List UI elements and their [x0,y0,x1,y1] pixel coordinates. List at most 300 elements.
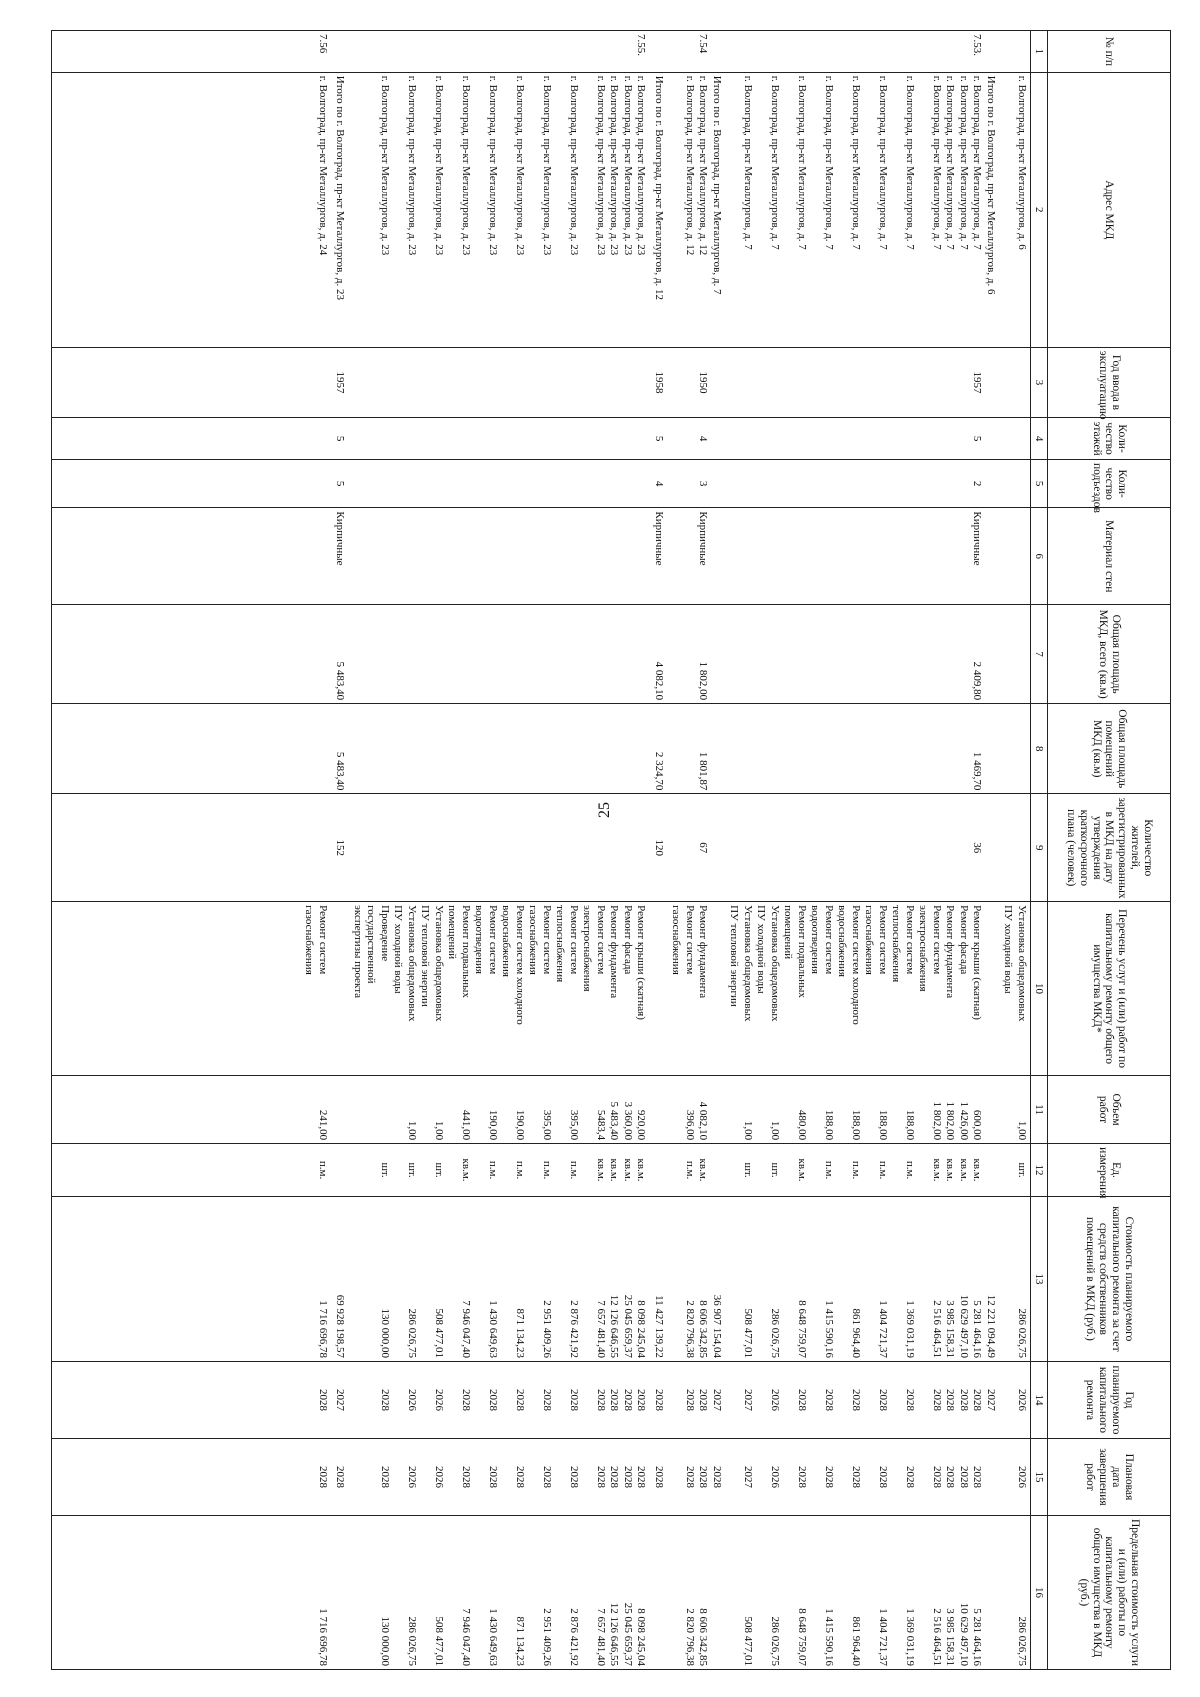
work-description-line: газоснабжения [527,905,540,975]
cell-c14: 2028 [608,1388,621,1411]
empty-cell-line [669,511,683,601]
empty-cell-line [499,1079,513,1140]
work-description-line: Ремонт фундамента [697,905,710,999]
row-spacer [665,1147,669,1193]
cell-c15: 2028 [850,1465,862,1488]
cell-c6: Кирпичные [334,511,347,566]
empty-cell-line [808,707,822,790]
cell-c12: кв.м. [622,1158,634,1182]
row-spacer [329,351,333,414]
empty-cell-line [903,797,917,898]
empty-cell-line [351,1200,365,1358]
empty-cell-line [378,707,392,790]
cell-c14: 2027 [334,1388,347,1411]
empty-cell-line [1001,1519,1015,1666]
cell-c16: 12 126 646,55 [608,1602,621,1666]
work-description-line: водоотведения [473,905,486,974]
cell-c11: 1,00 [1016,1120,1028,1141]
empty-cell-line [1001,351,1015,414]
empty-cell-line [822,608,836,700]
empty-cell-line [391,421,405,456]
empty-cell-line [876,608,890,700]
empty-cell-line [1001,511,1015,601]
row-spacer [329,608,333,700]
work-description-line: помещений [446,905,459,960]
empty-cell-line [822,351,836,414]
empty-cell-line [567,707,581,790]
empty-cell-line [727,1519,741,1666]
work-description-line: Ремонт систем [877,905,889,975]
empty-cell-line [710,421,724,456]
empty-cell-line [876,34,890,69]
cell-c11: 395,00 [568,1109,580,1141]
empty-cell-line [553,1519,567,1666]
empty-cell-line [553,1365,567,1435]
row-spacer [723,1147,727,1193]
row-spacer [723,1519,727,1666]
row-spacer [648,1442,652,1512]
empty-cell-line [1015,421,1029,456]
empty-cell-line [472,1365,486,1435]
cell-c15: 2026 [1016,1465,1028,1488]
cell-c13: 286 026,75 [769,1308,781,1358]
empty-cell-line [889,1147,903,1193]
work-description-line: Ремонт фундамента [608,905,621,999]
empty-cell-line [302,351,316,414]
cell-c12: кв.м. [958,1158,970,1182]
empty-cell-line [1001,707,1015,790]
column-number-3: 3 [1031,347,1048,417]
cell-c11: 4 082,10 [697,1101,710,1141]
empty-cell-line [943,421,957,456]
empty-cell-line [445,511,459,601]
empty-cell-line [553,351,567,414]
row-spacer [648,463,652,504]
empty-cell-line [607,707,621,790]
empty-cell-line [302,1079,316,1140]
empty-cell-line [943,463,957,504]
empty-cell-line [849,463,863,504]
empty-cell-line [418,1442,432,1512]
empty-cell-line [594,608,608,700]
empty-cell-line [1015,463,1029,504]
empty-cell-line [683,608,697,700]
cell-c8: 1 801,87 [697,751,710,791]
empty-cell-line [822,463,836,504]
cell-c16: 508 477,01 [742,1616,754,1666]
column-number-15: 15 [1031,1438,1048,1515]
empty-cell-line [364,351,378,414]
column-number-13: 13 [1031,1196,1048,1361]
work-description-line: Ремонт систем [684,905,696,975]
empty-cell-line [594,463,608,504]
row-spacer [723,608,727,700]
column-header-13: Стоимость планируемого капитального ремонта за счет средств собственников помещений в МКД (руб.) [1048,1196,1171,1361]
work-description-line: Ремонт систем [487,905,499,975]
empty-cell-line [727,76,741,344]
empty-cell-line [669,1442,683,1512]
column-11-cell [52,1075,1031,1143]
empty-cell-line [333,1079,347,1140]
empty-cell-line [351,1442,365,1512]
work-description-line: ПУ холодной воды [1002,905,1015,994]
empty-cell-line [553,608,567,700]
work-description-line: экспертизы проекта [352,905,364,999]
empty-cell-line [1001,463,1015,504]
cell-c15: 2028 [944,1465,957,1488]
work-description-line: Ремонт фасада [958,905,970,975]
empty-cell-line [472,511,486,601]
empty-cell-line [930,34,944,69]
row-spacer [723,34,727,69]
cell-c2: г. Волгоград, пр-кт Металлургов, д. 7 [769,75,781,250]
cell-c12: п.м. [514,1160,526,1180]
empty-cell-line [580,351,594,414]
empty-cell-line [754,511,768,601]
empty-cell-line [634,707,648,790]
empty-cell-line [607,608,621,700]
empty-cell-line [781,1147,795,1193]
empty-cell-line [391,608,405,700]
row-spacer [329,463,333,504]
empty-cell-line [795,511,809,601]
empty-cell-line [634,421,648,456]
empty-cell-line [889,76,903,344]
empty-cell-line [669,1200,683,1358]
cell-c13: 871 134,23 [514,1308,526,1358]
empty-cell-line [445,1147,459,1193]
empty-cell-line [499,351,513,414]
row-spacer [329,1365,333,1435]
row-spacer [347,608,351,700]
empty-cell-line [513,707,527,790]
row-spacer [665,34,669,69]
column-header-8: Общая площадь помещений МКД (кв.м) [1048,704,1171,794]
cell-c13: 2 951 409,26 [541,1300,553,1358]
cell-c2: г. Волгоград, пр-кт Металлургов, д. 23 [541,75,553,256]
row-spacer [347,421,351,456]
row-spacer [648,1365,652,1435]
empty-cell-line [526,351,540,414]
empty-cell-line [316,511,330,601]
cell-c2: г. Волгоград, пр-кт Металлургов, д. 7 [823,75,835,250]
empty-cell-line [364,797,378,898]
column-header-11: Объем работ [1048,1075,1171,1143]
empty-cell-line [781,1442,795,1512]
column-number-16: 16 [1031,1515,1048,1669]
cell-c12: кв.м. [971,1158,984,1182]
empty-cell-line [526,1147,540,1193]
empty-cell-line [378,34,392,69]
empty-cell-line [889,463,903,504]
cell-c2: г. Волгоград, пр-кт Металлургов, д. 7 [904,75,916,250]
empty-cell-line [486,797,500,898]
row-spacer [329,707,333,790]
empty-cell-line [710,1079,724,1140]
empty-cell-line [432,463,446,504]
empty-cell-line [391,76,405,344]
work-description-line: Ремонт фундамента [944,905,957,999]
cell-c13: 2 876 421,92 [568,1300,580,1358]
empty-cell-line [930,797,944,898]
cell-c12: шт. [742,1162,754,1178]
empty-cell-line [302,1365,316,1435]
cell-c14: 2026 [1016,1388,1028,1411]
work-description-line [333,905,347,1072]
empty-cell-line [333,1519,347,1666]
empty-cell-line [1015,351,1029,414]
cell-c2: г. Волгоград, пр-кт Металлургов, д. 7 [742,75,754,250]
empty-cell-line [876,351,890,414]
empty-cell-line [391,1519,405,1666]
row-spacer [329,421,333,456]
empty-cell-line [580,797,594,898]
cell-c2: г. Волгоград, пр-кт Металлургов, д. 23 [568,75,580,256]
empty-cell-line [835,608,849,700]
row-spacer [347,707,351,790]
empty-cell-line [781,76,795,344]
empty-cell-line [499,1365,513,1435]
empty-cell-line [540,351,554,414]
empty-cell-line [808,1519,822,1666]
empty-cell-line [1015,511,1029,601]
empty-cell-line [835,421,849,456]
empty-cell-line [553,1200,567,1358]
empty-cell-line [472,1519,486,1666]
cell-c16: 1 404 721,37 [877,1608,889,1666]
empty-cell-line [754,1079,768,1140]
empty-cell-line [594,707,608,790]
empty-cell-line [710,351,724,414]
empty-cell-line [351,1147,365,1193]
column-9-cell [52,794,1031,902]
row-spacer [723,905,727,1072]
cell-c12: кв.м. [931,1158,943,1182]
empty-cell-line [553,421,567,456]
empty-cell-line [499,421,513,456]
empty-cell-line [351,1519,365,1666]
row-spacer [347,351,351,414]
empty-cell-line [669,1079,683,1140]
empty-cell-line [445,1442,459,1512]
empty-cell-line [499,34,513,69]
cell-c11: 600,00 [971,1109,984,1141]
column-number-11: 11 [1031,1075,1048,1143]
empty-cell-line [903,421,917,456]
empty-cell-line [513,463,527,504]
empty-cell-line [526,707,540,790]
empty-cell-line [607,511,621,601]
cell-c14: 2028 [796,1388,808,1411]
column-header-7: Общая площадь МКД, всего (кв.м) [1048,605,1171,704]
empty-cell-line [445,1519,459,1666]
cell-c13: 69 928 198,57 [334,1294,347,1358]
cell-c13: 8 606 342,85 [697,1300,710,1358]
empty-cell-line [634,797,648,898]
empty-cell-line [405,511,419,601]
row-spacer [723,1200,727,1358]
cell-c2: г. Волгоград, пр-кт Металлургов, д. 23 [635,75,648,256]
cell-c16: 286 026,75 [769,1616,781,1666]
cell-c14: 2028 [958,1388,970,1411]
empty-cell-line [835,1079,849,1140]
empty-cell-line [364,1079,378,1140]
empty-cell-line [727,421,741,456]
empty-cell-line [302,608,316,700]
empty-cell-line [754,351,768,414]
empty-cell-line [316,707,330,790]
empty-cell-line [808,797,822,898]
cell-c14: 2028 [877,1388,889,1411]
empty-cell-line [669,707,683,790]
row-spacer [997,1079,1001,1140]
column-14-cell [52,1361,1031,1438]
empty-cell-line [432,707,446,790]
work-description-line: ПУ холодной воды [755,905,768,994]
row-spacer [723,511,727,601]
empty-cell-line [727,1365,741,1435]
work-description-line: газоснабжения [303,905,316,975]
empty-cell-line [741,463,755,504]
cell-c5: 4 [653,480,665,487]
empty-cell-line [808,76,822,344]
row-spacer [347,463,351,504]
empty-cell-line [669,1519,683,1666]
cell-c11: 241,00 [317,1109,329,1141]
row-spacer [665,1200,669,1358]
cell-c2: г. Волгоград, пр-кт Металлургов, д. 23 [608,75,621,256]
cell-c12: шт. [379,1162,391,1178]
empty-cell-line [445,1200,459,1358]
empty-cell-line [916,608,930,700]
empty-cell-line [316,463,330,504]
empty-cell-line [526,34,540,69]
work-description-line: помещений [782,905,795,960]
empty-cell-line [727,463,741,504]
empty-cell-line [405,797,419,898]
empty-cell-line [1001,34,1015,69]
cell-c14: 2027 [742,1388,754,1411]
empty-cell-line [781,463,795,504]
cell-c15: 2028 [379,1465,391,1488]
column-4-cell [52,418,1031,460]
empty-cell-line [567,351,581,414]
work-description-line: Ремонт систем [595,905,607,975]
row-spacer [648,1147,652,1193]
empty-cell-line [472,1079,486,1140]
empty-cell-line [445,421,459,456]
cell-c2: г. Волгоград, пр-кт Металлургов, д. 12 [684,75,696,256]
work-description-line [710,905,724,1072]
column-number-1: 1 [1031,31,1048,73]
empty-cell-line [445,34,459,69]
row-spacer [997,1147,1001,1193]
cell-c16: 25 045 659,37 [622,1602,634,1666]
empty-cell-line [862,707,876,790]
cell-c16: 8 648 759,07 [796,1608,808,1666]
empty-cell-line [364,76,378,344]
empty-cell-line [754,1147,768,1193]
empty-cell-line [669,608,683,700]
empty-cell-line [378,351,392,414]
cell-c11: 395,00 [541,1109,553,1141]
empty-cell-line [351,351,365,414]
cell-c5: 5 [334,480,347,487]
cell-c12: кв.м. [635,1158,648,1182]
empty-cell-line [472,1147,486,1193]
cell-c14: 2028 [541,1388,553,1411]
row-spacer [665,76,669,344]
cell-c12: кв.м. [608,1158,621,1182]
cell-c15: 2028 [877,1465,889,1488]
cell-c11: 3 360,00 [622,1101,634,1141]
empty-cell-line [916,34,930,69]
row-spacer [723,1442,727,1512]
empty-cell-line [916,511,930,601]
empty-cell-line [808,1365,822,1435]
empty-cell-line [669,1147,683,1193]
empty-cell-line [418,511,432,601]
empty-cell-line [835,1200,849,1358]
cell-c16: 2 951 409,26 [541,1608,553,1666]
empty-cell-line [526,1519,540,1666]
empty-cell-line [984,34,998,69]
empty-cell-line [984,608,998,700]
cell-c12: шт. [406,1162,418,1178]
cell-c3: 1950 [697,371,710,394]
cell-c16: 5 281 464,16 [971,1608,984,1666]
empty-cell-line [621,421,635,456]
work-description-line: государственной [365,905,378,984]
empty-cell-line [607,463,621,504]
cell-c6: Кирпичные [653,511,665,566]
cell-c13: 1 716 696,78 [317,1300,329,1358]
empty-cell-line [580,1519,594,1666]
empty-cell-line [316,351,330,414]
empty-cell-line [472,1200,486,1358]
empty-cell-line [849,511,863,601]
empty-cell-line [580,1147,594,1193]
empty-cell-line [513,421,527,456]
work-description-line: Ремонт систем [568,905,580,975]
empty-cell-line [916,351,930,414]
cell-c12: шт. [769,1162,781,1178]
empty-cell-line [418,34,432,69]
rotated-table-container [51,30,1171,1670]
empty-cell-line [916,421,930,456]
cell-c13: 1 369 031,19 [904,1300,916,1358]
empty-cell-line [594,421,608,456]
column-number-2: 2 [1031,72,1048,347]
empty-cell-line [1015,797,1029,898]
cell-c13: 8 098 245,04 [635,1300,648,1358]
empty-cell-line [391,511,405,601]
empty-cell-line [849,707,863,790]
work-description-line: водоотведения [809,905,822,974]
column-12-cell [52,1144,1031,1197]
empty-cell-line [957,511,971,601]
empty-cell-line [754,1200,768,1358]
cell-c12: п.м. [487,1160,499,1180]
empty-cell-line [822,34,836,69]
empty-cell-line [445,351,459,414]
empty-cell-line [351,421,365,456]
empty-cell-line [445,76,459,344]
cell-c6: Кирпичные [697,511,710,566]
empty-cell-line [445,1365,459,1435]
column-header-2: Адрес МКД [1048,72,1171,347]
empty-cell-line [930,463,944,504]
